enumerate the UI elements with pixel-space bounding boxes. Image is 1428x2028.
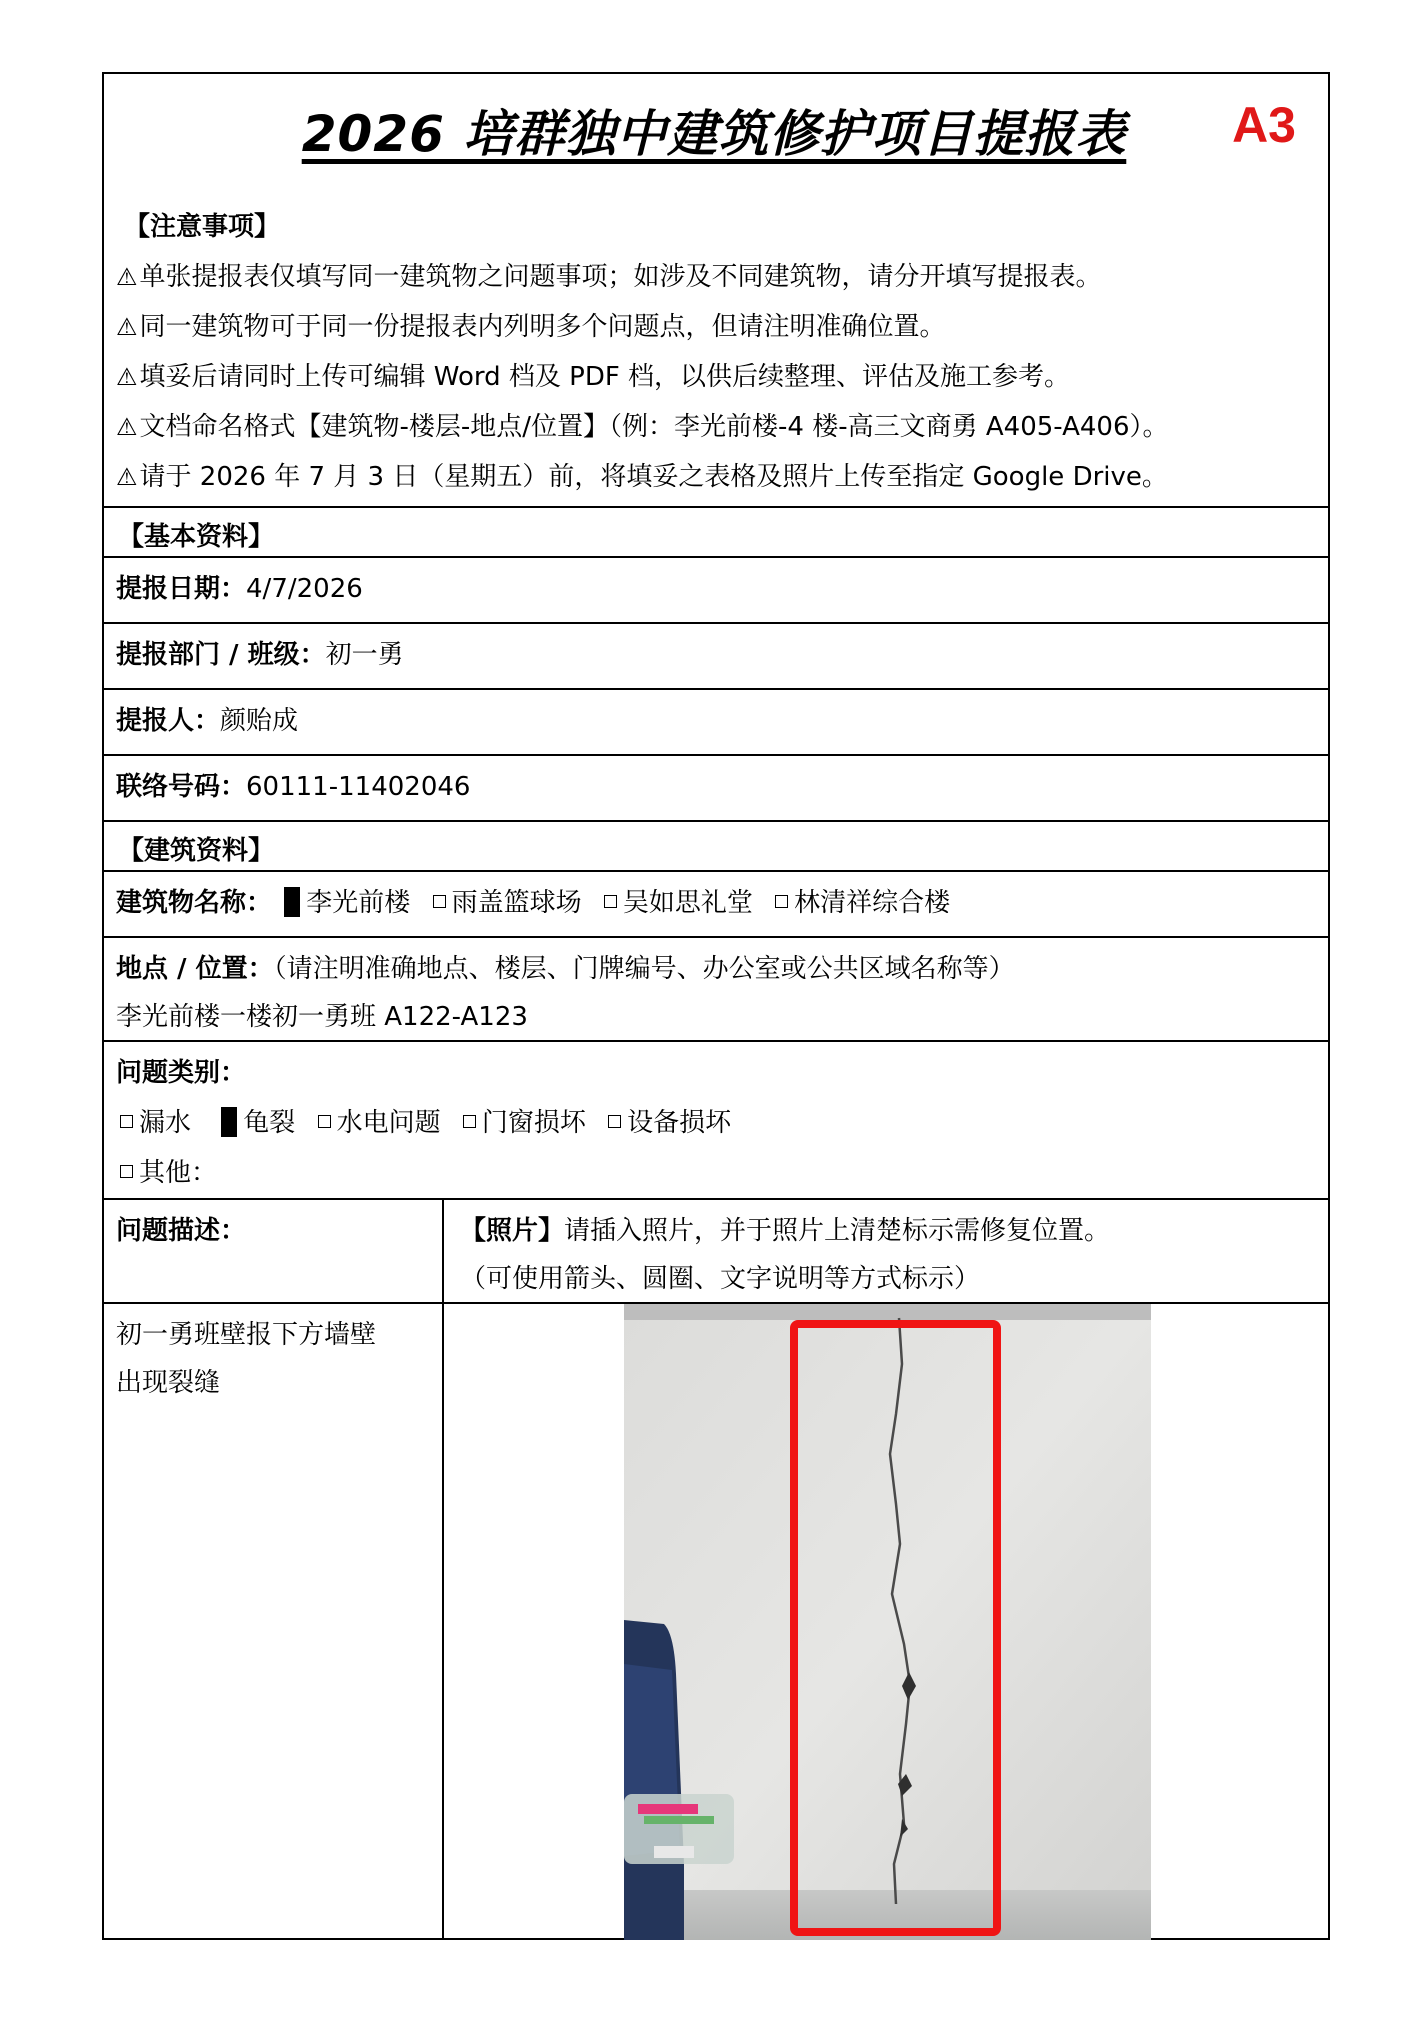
- phone-row: [104, 754, 1328, 820]
- category-option[interactable]: 水电问题: [314, 1108, 441, 1138]
- checkbox-unchecked[interactable]: [120, 1115, 133, 1128]
- form-code: A3: [1232, 97, 1296, 153]
- basic-heading: 【基本资料】: [118, 522, 275, 552]
- note-item: ⚠单张提报表仅填写同一建筑物之问题事项；如涉及不同建筑物，请分开填写提报表。: [116, 262, 1102, 292]
- warning-triangle-icon: ⚠: [116, 413, 138, 441]
- category-option[interactable]: 设备损坏: [604, 1108, 731, 1138]
- category-option[interactable]: 门窗损坏: [459, 1108, 586, 1138]
- description-header-row: [104, 1198, 1328, 1302]
- building-name-label: 建筑物名称：: [116, 888, 273, 918]
- warning-triangle-icon: ⚠: [116, 263, 138, 291]
- building-name-row: [104, 870, 1328, 936]
- note-item: ⚠填妥后请同时上传可编辑 Word 档及 PDF 档，以供后续整理、评估及施工参考。: [116, 362, 1071, 392]
- location-label: 地点 / 位置：: [116, 954, 274, 984]
- column-divider: [442, 1198, 444, 1940]
- report-date-value[interactable]: 4/7/2026: [246, 574, 363, 604]
- description-line[interactable]: 出现裂缝: [116, 1368, 221, 1398]
- note-item: ⚠文档命名格式【建筑物-楼层-地点/位置】（例：李光前楼-4 楼-高三文商勇 A405-A406）。: [116, 412, 1169, 442]
- department-label: 提报部门 / 班级：: [116, 640, 326, 670]
- checkbox-unchecked[interactable]: [775, 895, 788, 908]
- checkbox-unchecked[interactable]: [318, 1115, 331, 1128]
- checkbox-unchecked[interactable]: [463, 1115, 476, 1128]
- building-option[interactable]: 林清祥综合楼: [771, 888, 950, 918]
- checkbox-unchecked[interactable]: [120, 1165, 133, 1178]
- category-label: 问题类别：: [116, 1058, 247, 1088]
- photo-note: （可使用箭头、圆圈、文字说明等方式标示）: [460, 1264, 981, 1294]
- category-option[interactable]: 漏水: [116, 1108, 191, 1138]
- department-row: [104, 622, 1328, 688]
- phone-label: 联络号码：: [116, 772, 247, 802]
- reporter-value[interactable]: 颜贻成: [220, 706, 299, 736]
- category-option[interactable]: 龟裂: [217, 1108, 295, 1138]
- reporter-row: [104, 688, 1328, 754]
- notes-heading: 【注意事项】: [124, 212, 281, 242]
- phone-value[interactable]: 60111-11402046: [246, 772, 471, 802]
- report-date-row: [104, 556, 1328, 622]
- reporter-label: 提报人：: [116, 706, 221, 736]
- description-label: 问题描述：: [116, 1216, 247, 1246]
- warning-triangle-icon: ⚠: [116, 313, 138, 341]
- building-heading: 【建筑资料】: [118, 836, 275, 866]
- notes-section: [104, 204, 1328, 499]
- department-value[interactable]: 初一勇: [325, 640, 404, 670]
- crack-photo[interactable]: [624, 1304, 1151, 1940]
- location-hint: （请注明准确地点、楼层、门牌编号、办公室或公共区域名称等）: [273, 954, 1015, 984]
- checkbox-unchecked[interactable]: [433, 895, 446, 908]
- note-item: ⚠同一建筑物可于同一份提报表内列明多个问题点，但请注明准确位置。: [116, 312, 946, 342]
- report-date-label: 提报日期：: [116, 574, 247, 604]
- building-heading-row: [104, 820, 1328, 870]
- report-form: [102, 72, 1330, 1940]
- checkbox-unchecked[interactable]: [608, 1115, 621, 1128]
- photo-label: 【照片】: [460, 1216, 565, 1246]
- location-value[interactable]: 李光前楼一楼初一勇班 A122-A123: [116, 1002, 528, 1032]
- photo-instruction: 请插入照片，并于照片上清楚标示需修复位置。: [564, 1216, 1111, 1246]
- checkbox-unchecked[interactable]: [604, 895, 617, 908]
- building-option[interactable]: 李光前楼: [280, 888, 410, 918]
- checkbox-checked[interactable]: [221, 1107, 237, 1137]
- building-option[interactable]: 吴如思礼堂: [600, 888, 753, 918]
- description-line[interactable]: 初一勇班壁报下方墙壁: [116, 1320, 377, 1350]
- checkbox-checked[interactable]: [284, 887, 300, 917]
- location-row: [104, 936, 1328, 1040]
- basic-heading-row: [104, 506, 1328, 556]
- page-title: 2026 培群独中建筑修护项目提报表: [301, 105, 1127, 163]
- note-item: ⚠请于 2026 年 7 月 3 日（星期五）前，将填妥之表格及照片上传至指定 Google Drive。: [116, 462, 1168, 492]
- warning-triangle-icon: ⚠: [116, 363, 138, 391]
- building-option[interactable]: 雨盖篮球场: [429, 888, 582, 918]
- category-option-other[interactable]: 其他：: [116, 1158, 217, 1188]
- title-row: [104, 74, 1328, 184]
- category-row: [104, 1040, 1328, 1198]
- warning-triangle-icon: ⚠: [116, 463, 138, 491]
